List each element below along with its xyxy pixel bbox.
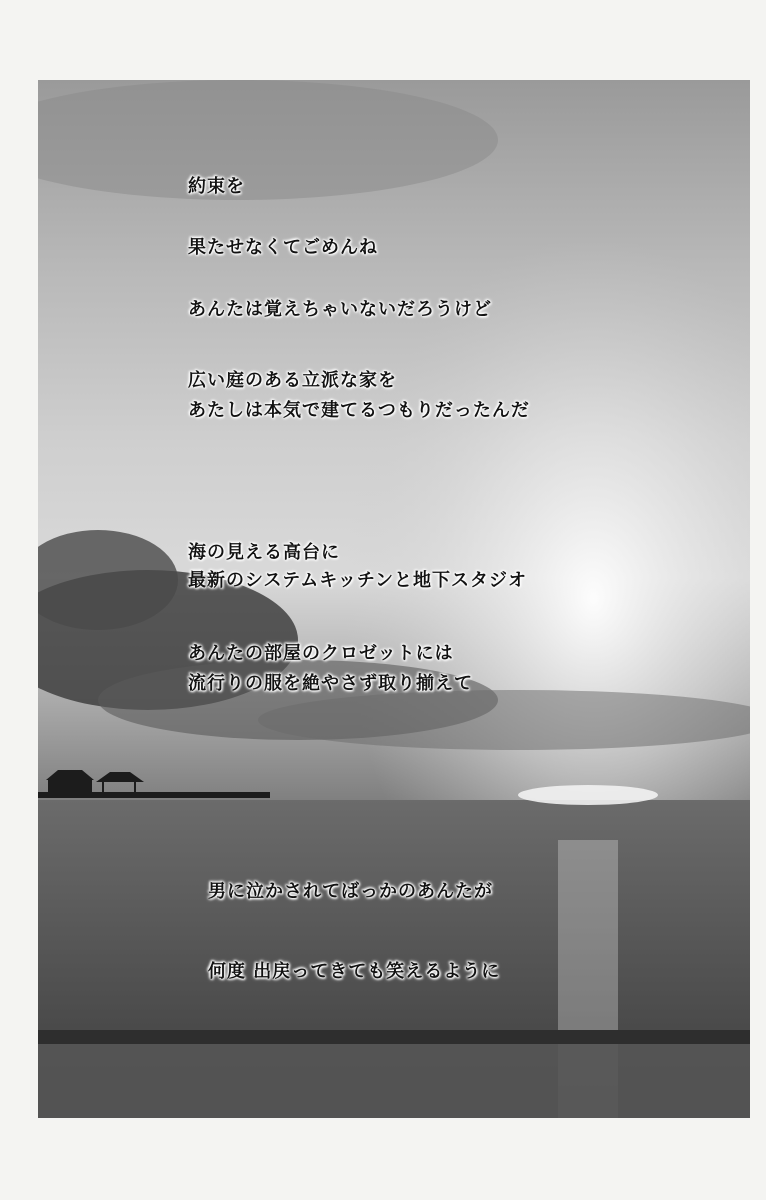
poem-line: あんたの部屋のクロゼットには — [188, 643, 454, 664]
poem-line: 果たせなくてごめんね — [188, 237, 378, 258]
poem-line: 何度 出戻ってきても笑えるように — [208, 961, 501, 982]
poem-line: あたしは本気で建てるつもりだったんだ — [188, 400, 530, 421]
poem-line: 約束を — [188, 176, 245, 197]
poem-line: 広い庭のある立派な家を — [188, 370, 397, 391]
poem-line: 海の見える高台に — [188, 542, 340, 563]
poem-line: 最新のシステムキッチンと地下スタジオ — [188, 570, 527, 591]
poem-line: 男に泣かされてばっかのあんたが — [208, 881, 493, 902]
poem-line: あんたは覚えちゃいないだろうけど — [188, 299, 492, 320]
poem-line: 流行りの服を絶やさず取り揃えて — [188, 673, 473, 694]
